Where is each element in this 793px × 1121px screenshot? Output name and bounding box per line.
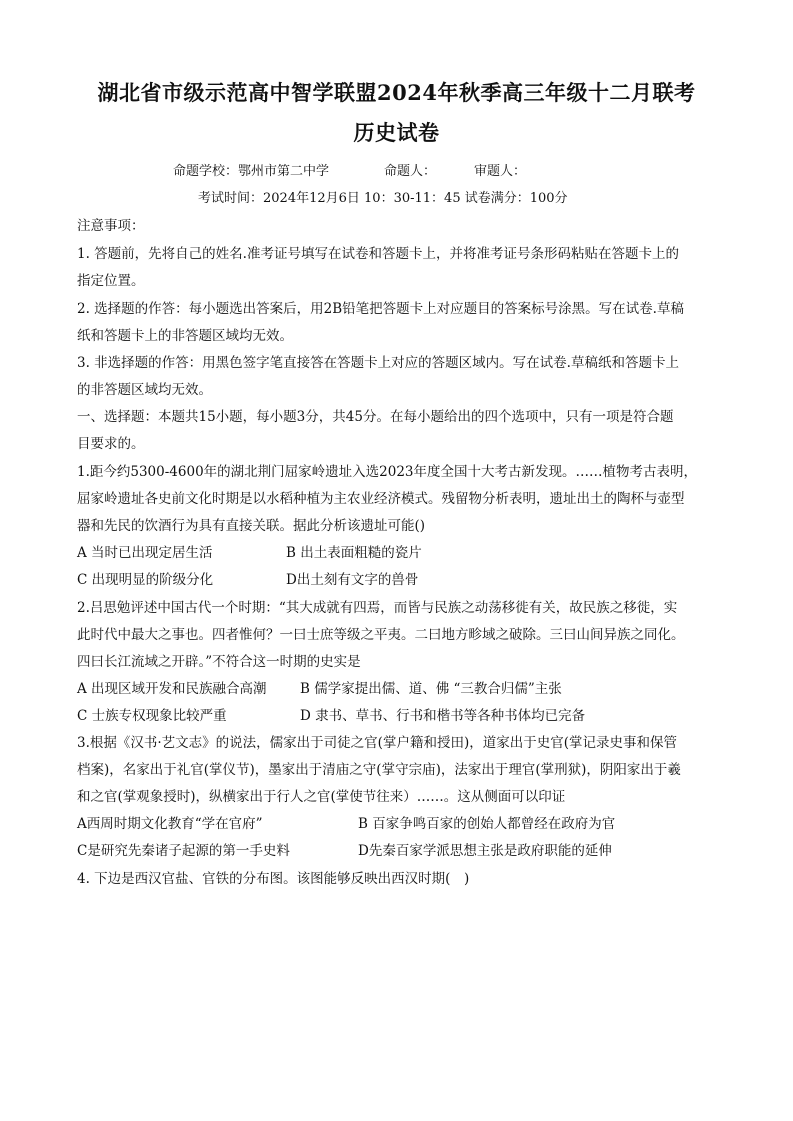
- question-2-line-2: 此时代中最大之事也。四者惟何？一曰士庶等级之平夷。二曰地方畛域之破除。三曰山间异族之同化。: [77, 627, 685, 643]
- notice-item-3-line-1: 3. 非选择题的作答：用黑色签字笔直接答在答题卡上对应的答题区域内。写在试卷.草稿纸和答题卡上: [77, 355, 679, 371]
- question-1-line-2: 屈家岭遗址各史前文化时期是以水稻种植为主农业经济模式。残留物分析表明，遗址出土的陶杯与壶型: [77, 491, 685, 507]
- exam-info: 考试时间：2024年12月6日 10：30-11：45 试卷满分：100分: [198, 191, 568, 206]
- question-2-option-b: B 儒学家提出儒、道、佛 “三教合归儒”主张: [300, 681, 562, 697]
- question-1-line-1: 1.距今约5300-4600年的湖北荆门屈家岭遗址入选2023年度全国十大考古新发现。……植物考古表明，: [77, 464, 698, 480]
- question-1-line-3: 器和先民的饮酒行为具有直接关联。据此分析该遗址可能(): [77, 518, 426, 534]
- notice-item-1-line-2: 指定位置。: [77, 273, 145, 289]
- school-label: 命题学校：鄂州市第二中学: [173, 164, 330, 179]
- notice-item-3-line-2: 的非答题区域均无效。: [77, 382, 212, 398]
- question-3-option-b: B 百家争鸣百家的创始人都曾经在政府为官: [358, 816, 616, 832]
- question-1-option-b: B 出土表面粗糙的瓷片: [286, 545, 422, 561]
- author-label: 命题人：: [384, 164, 437, 179]
- question-3-line-3: 和之官(掌观象授时)，纵横家出于行人之官(掌使节往来）……。这从侧面可以印证: [77, 789, 566, 805]
- question-3-option-c: C是研究先秦诸子起源的第一手史料: [77, 843, 290, 859]
- question-2-option-c: C 士族专权现象比较严重: [77, 708, 227, 724]
- question-2-option-a: A 出现区域开发和民族融合高潮: [77, 681, 267, 697]
- question-2-option-d: D 隶书、草书、行书和楷书等各种书体均已完备: [300, 708, 586, 724]
- question-3-line-1: 3.根据《汉书·艺文志》的说法，儒家出于司徒之官(掌户籍和授田)，道家出于史官(掌记录史事和保管: [77, 735, 677, 751]
- question-1-option-a: A 当时已出现定居生活: [77, 545, 213, 561]
- notice-item-2-line-2: 纸和答题卡上的非答题区域均无效。: [77, 328, 293, 344]
- section-1-line-2: 目要求的。: [77, 436, 145, 452]
- exam-subject: 历史试卷: [353, 120, 440, 145]
- question-3-line-2: 档案)，名家出于礼官(掌仪节)，墨家出于清庙之守(掌守宗庙)，法家出于理官(掌刑狱)，阴阳家出于羲: [77, 762, 681, 778]
- question-2-line-1: 2.吕思勉评述中国古代一个时期：“其大成就有四焉，而皆与民族之动荡移徙有关，故民族之移徙，实: [77, 600, 678, 616]
- notice-item-1-line-1: 1. 答题前，先将自己的姓名.准考证号填写在试卷和答题卡上，并将准考证号条形码粘贴在答题卡上的: [77, 246, 679, 262]
- notice-item-2-line-1: 2. 选择题的作答：每小题选出答案后，用2B铅笔把答题卡上对应题目的答案标号涂黑。写在试卷.草稿: [77, 301, 684, 317]
- reviewer-label: 审题人：: [474, 164, 527, 179]
- question-1-option-c: C 出现明显的阶级分化: [77, 572, 214, 588]
- question-2-line-3: 四曰长江流域之开辟。”不符合这一时期的史实是: [77, 654, 361, 670]
- notice-heading: 注意事项：: [77, 218, 145, 234]
- exam-title: 湖北省市级示范高中智学联盟2024年秋季高三年级十二月联考: [97, 80, 696, 105]
- section-1-line-1: 一、选择题：本题共15小题，每小题3分，共45分。在每小题给出的四个选项中，只有一项是符合题: [77, 409, 674, 425]
- question-4-line-1: 4. 下边是西汉官盐、官铁的分布图。该图能够反映出西汉时期( ): [77, 871, 470, 887]
- question-1-option-d: D出土刻有文字的兽骨: [286, 572, 419, 588]
- question-3-option-d: D先秦百家学派思想主张是政府职能的延伸: [358, 843, 612, 859]
- question-3-option-a: A西周时期文化教育“学在官府”: [77, 816, 263, 832]
